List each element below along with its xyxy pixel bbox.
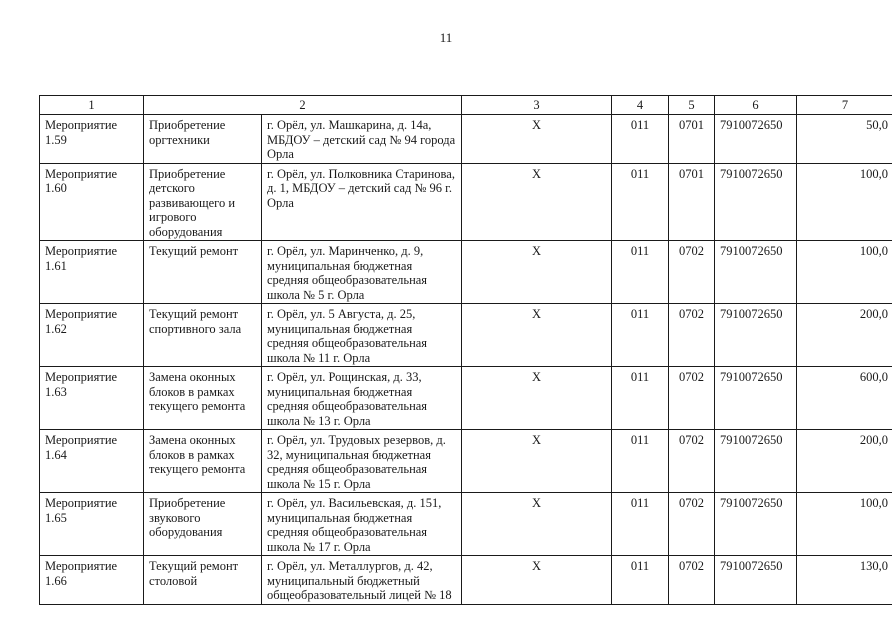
col5-cell: 0702 bbox=[669, 430, 715, 493]
col5-cell: 0701 bbox=[669, 115, 715, 164]
address-cell: г. Орёл, ул. Рощинская, д. 33, муниципальная бюджетная средняя общеобразовательная школа № 13 г. Орла bbox=[262, 367, 462, 430]
col3-cell: X bbox=[462, 430, 612, 493]
header-col-7: 7 bbox=[797, 96, 892, 115]
description-cell: Текущий ремонт столовой bbox=[144, 556, 262, 605]
col6-cell: 7910072650 bbox=[715, 430, 797, 493]
address-cell: г. Орёл, ул. Металлургов, д. 42, муниципальный бюджетный общеобразовательный лицей № 18 bbox=[262, 556, 462, 605]
col4-cell: 011 bbox=[612, 493, 669, 556]
address-cell: г. Орёл, ул. Васильевская, д. 151, муниципальная бюджетная средняя общеобразовательная школа № 17 г. Орла bbox=[262, 493, 462, 556]
measure-cell: Мероприятие 1.62 bbox=[40, 304, 144, 367]
col3-cell: X bbox=[462, 367, 612, 430]
col5-cell: 0701 bbox=[669, 163, 715, 241]
col4-cell: 011 bbox=[612, 304, 669, 367]
description-cell: Текущий ремонт спортивного зала bbox=[144, 304, 262, 367]
address-cell: г. Орёл, ул. 5 Августа, д. 25, муниципальная бюджетная средняя общеобразовательная школа № 11 г. Орла bbox=[262, 304, 462, 367]
measure-cell: Мероприятие 1.60 bbox=[40, 163, 144, 241]
col5-cell: 0702 bbox=[669, 556, 715, 605]
col3-cell: X bbox=[462, 163, 612, 241]
col5-cell: 0702 bbox=[669, 493, 715, 556]
col4-cell: 011 bbox=[612, 163, 669, 241]
table-row bbox=[40, 241, 892, 304]
table-row bbox=[40, 115, 892, 164]
col6-cell: 7910072650 bbox=[715, 556, 797, 605]
col4-cell: 011 bbox=[612, 115, 669, 164]
col7-cell: 100,0 bbox=[797, 163, 892, 241]
col7-cell: 50,0 bbox=[797, 115, 892, 164]
description-cell: Приобретение звукового оборудования bbox=[144, 493, 262, 556]
table-row bbox=[40, 430, 892, 493]
col6-cell: 7910072650 bbox=[715, 367, 797, 430]
table-row bbox=[40, 367, 892, 430]
col3-cell: X bbox=[462, 556, 612, 605]
header-col-3: 3 bbox=[462, 96, 612, 115]
header-col-1: 1 bbox=[40, 96, 144, 115]
table-row bbox=[40, 163, 892, 241]
table-row bbox=[40, 304, 892, 367]
measure-cell: Мероприятие 1.59 bbox=[40, 115, 144, 164]
col5-cell: 0702 bbox=[669, 367, 715, 430]
measure-cell: Мероприятие 1.63 bbox=[40, 367, 144, 430]
col3-cell: X bbox=[462, 115, 612, 164]
header-col-2: 2 bbox=[144, 96, 462, 115]
address-cell: г. Орёл, ул. Маринченко, д. 9, муниципальная бюджетная средняя общеобразовательная школа № 5 г. Орла bbox=[262, 241, 462, 304]
measure-cell: Мероприятие 1.66 bbox=[40, 556, 144, 605]
col7-cell: 100,0 bbox=[797, 241, 892, 304]
header-col-5: 5 bbox=[669, 96, 715, 115]
address-cell: г. Орёл, ул. Полковника Старинова, д. 1, МБДОУ – детский сад № 96 г. Орла bbox=[262, 163, 462, 241]
col6-cell: 7910072650 bbox=[715, 493, 797, 556]
col4-cell: 011 bbox=[612, 430, 669, 493]
col6-cell: 7910072650 bbox=[715, 115, 797, 164]
col4-cell: 011 bbox=[612, 556, 669, 605]
col4-cell: 011 bbox=[612, 367, 669, 430]
col3-cell: X bbox=[462, 304, 612, 367]
table-row bbox=[40, 556, 892, 605]
description-cell: Текущий ремонт bbox=[144, 241, 262, 304]
col5-cell: 0702 bbox=[669, 241, 715, 304]
col7-cell: 600,0 bbox=[797, 367, 892, 430]
measure-cell: Мероприятие 1.65 bbox=[40, 493, 144, 556]
page-number: 11 bbox=[439, 30, 453, 45]
measure-cell: Мероприятие 1.61 bbox=[40, 241, 144, 304]
measures-table bbox=[39, 95, 892, 605]
address-cell: г. Орёл, ул. Трудовых резервов, д. 32, муниципальная бюджетная средняя общеобразовательная школа № 15 г. Орла bbox=[262, 430, 462, 493]
col3-cell: X bbox=[462, 241, 612, 304]
col3-cell: X bbox=[462, 493, 612, 556]
col7-cell: 100,0 bbox=[797, 493, 892, 556]
table-row bbox=[40, 493, 892, 556]
col5-cell: 0702 bbox=[669, 304, 715, 367]
description-cell: Приобретение детского развивающего и игрового оборудования bbox=[144, 163, 262, 241]
measure-cell: Мероприятие 1.64 bbox=[40, 430, 144, 493]
description-cell: Приобретение оргтехники bbox=[144, 115, 262, 164]
description-cell: Замена оконных блоков в рамках текущего ремонта bbox=[144, 430, 262, 493]
col7-cell: 130,0 bbox=[797, 556, 892, 605]
header-col-6: 6 bbox=[715, 96, 797, 115]
col6-cell: 7910072650 bbox=[715, 163, 797, 241]
col6-cell: 7910072650 bbox=[715, 304, 797, 367]
col7-cell: 200,0 bbox=[797, 430, 892, 493]
description-cell: Замена оконных блоков в рамках текущего ремонта bbox=[144, 367, 262, 430]
col6-cell: 7910072650 bbox=[715, 241, 797, 304]
table-header-row bbox=[40, 96, 892, 115]
address-cell: г. Орёл, ул. Машкарина, д. 14а, МБДОУ – детский сад № 94 города Орла bbox=[262, 115, 462, 164]
col7-cell: 200,0 bbox=[797, 304, 892, 367]
col4-cell: 011 bbox=[612, 241, 669, 304]
header-col-4: 4 bbox=[612, 96, 669, 115]
